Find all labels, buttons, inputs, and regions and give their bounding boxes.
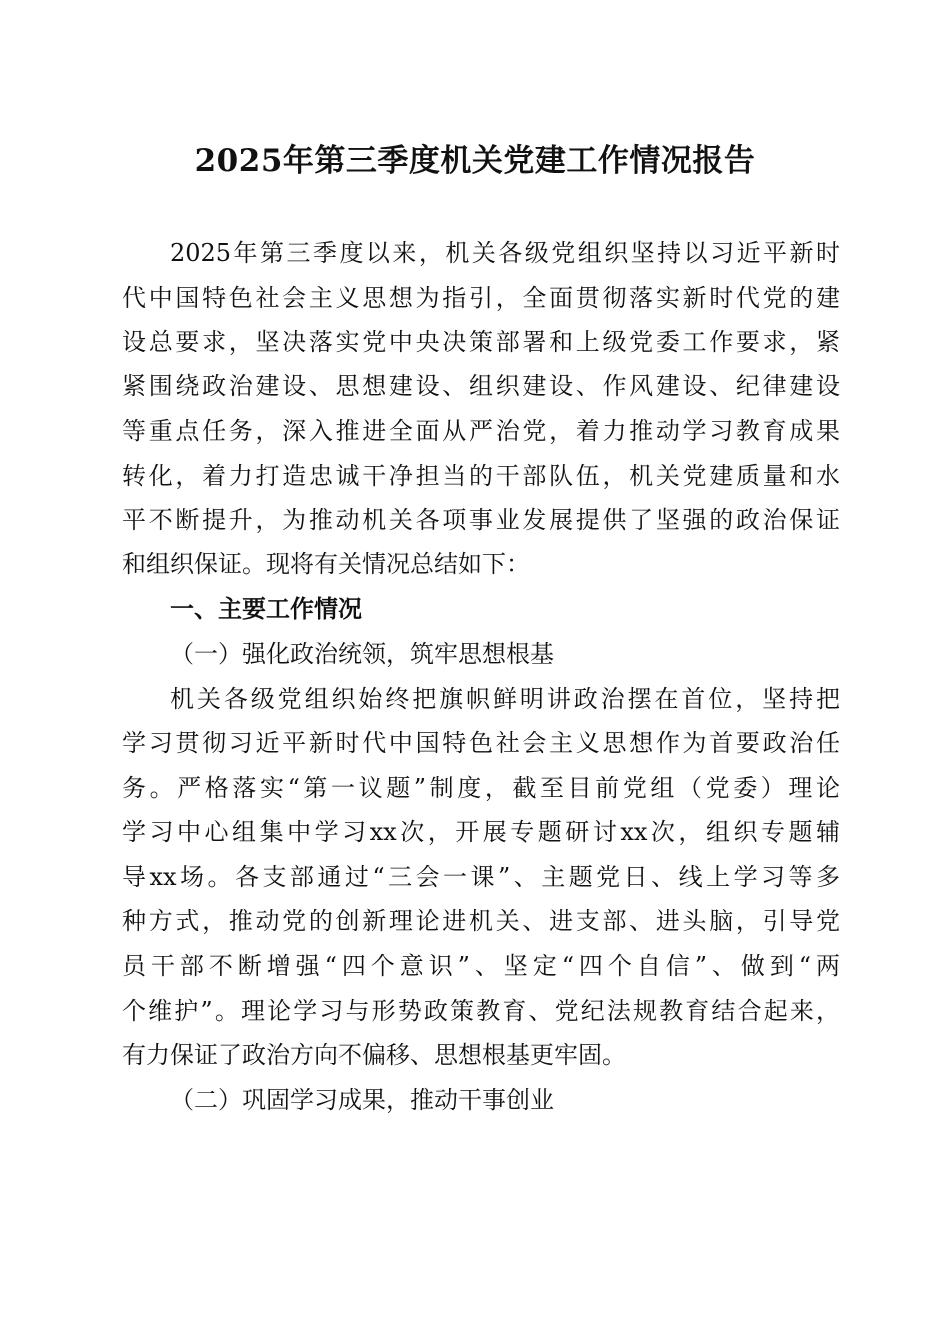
subsection-line: 有力保证了政治方向不偏移、思想根基更牢固。 bbox=[122, 1041, 626, 1069]
intro-line: 设总要求，坚决落实党中央决策部署和上级党委工作要求，紧 bbox=[122, 328, 840, 356]
subsection-line: 学习贯彻习近平新时代中国特色社会主义思想作为首要政治任 bbox=[122, 729, 840, 757]
intro-line: 紧围绕政治建设、思想建设、组织建设、作风建设、纪律建设 bbox=[122, 372, 840, 400]
intro-line: 2025年第三季度以来，机关各级党组织坚持以习近平新时 bbox=[170, 239, 840, 267]
subsection-line: 种方式，推动党的创新理论进机关、进支部、进头脑，引导党 bbox=[122, 907, 840, 935]
intro-line: 转化，着力打造忠诚干净担当的干部队伍，机关党建质量和水 bbox=[122, 462, 840, 490]
intro-line: 代中国特色社会主义思想为指引，全面贯彻落实新时代党的建 bbox=[122, 284, 840, 312]
subsection-line: 机关各级党组织始终把旗帜鲜明讲政治摆在首位，坚持把 bbox=[170, 685, 840, 713]
subsection-line: 学习中心组集中学习xx次，开展专题研讨xx次，组织专题辅 bbox=[122, 818, 840, 846]
section-heading: 一、主要工作情况 bbox=[170, 594, 362, 623]
intro-line: 等重点任务，深入推进全面从严治党，着力推动学习教育成果 bbox=[122, 417, 840, 445]
subsection-heading: （一）强化政治统领，筑牢思想根基 bbox=[170, 640, 554, 668]
subsection-heading: （二）巩固学习成果，推动干事创业 bbox=[170, 1086, 554, 1114]
intro-line: 和组织保证。现将有关情况总结如下： bbox=[122, 550, 530, 578]
subsection-line: 员干部不断增强“四个意识”、坚定“四个自信”、做到“两 bbox=[122, 952, 840, 980]
intro-line: 平不断提升，为推动机关各项事业发展提供了坚强的政治保证 bbox=[122, 506, 840, 534]
subsection-line: 个维护”。理论学习与形势政策教育、党纪法规教育结合起来， bbox=[122, 997, 840, 1025]
document-title: 2025年第三季度机关党建工作情况报告 bbox=[194, 143, 756, 179]
subsection-line: 导xx场。各支部通过“三会一课”、主题党日、线上学习等多 bbox=[122, 863, 840, 891]
subsection-line: 务。严格落实“第一议题”制度，截至目前党组（党委）理论 bbox=[122, 774, 840, 802]
